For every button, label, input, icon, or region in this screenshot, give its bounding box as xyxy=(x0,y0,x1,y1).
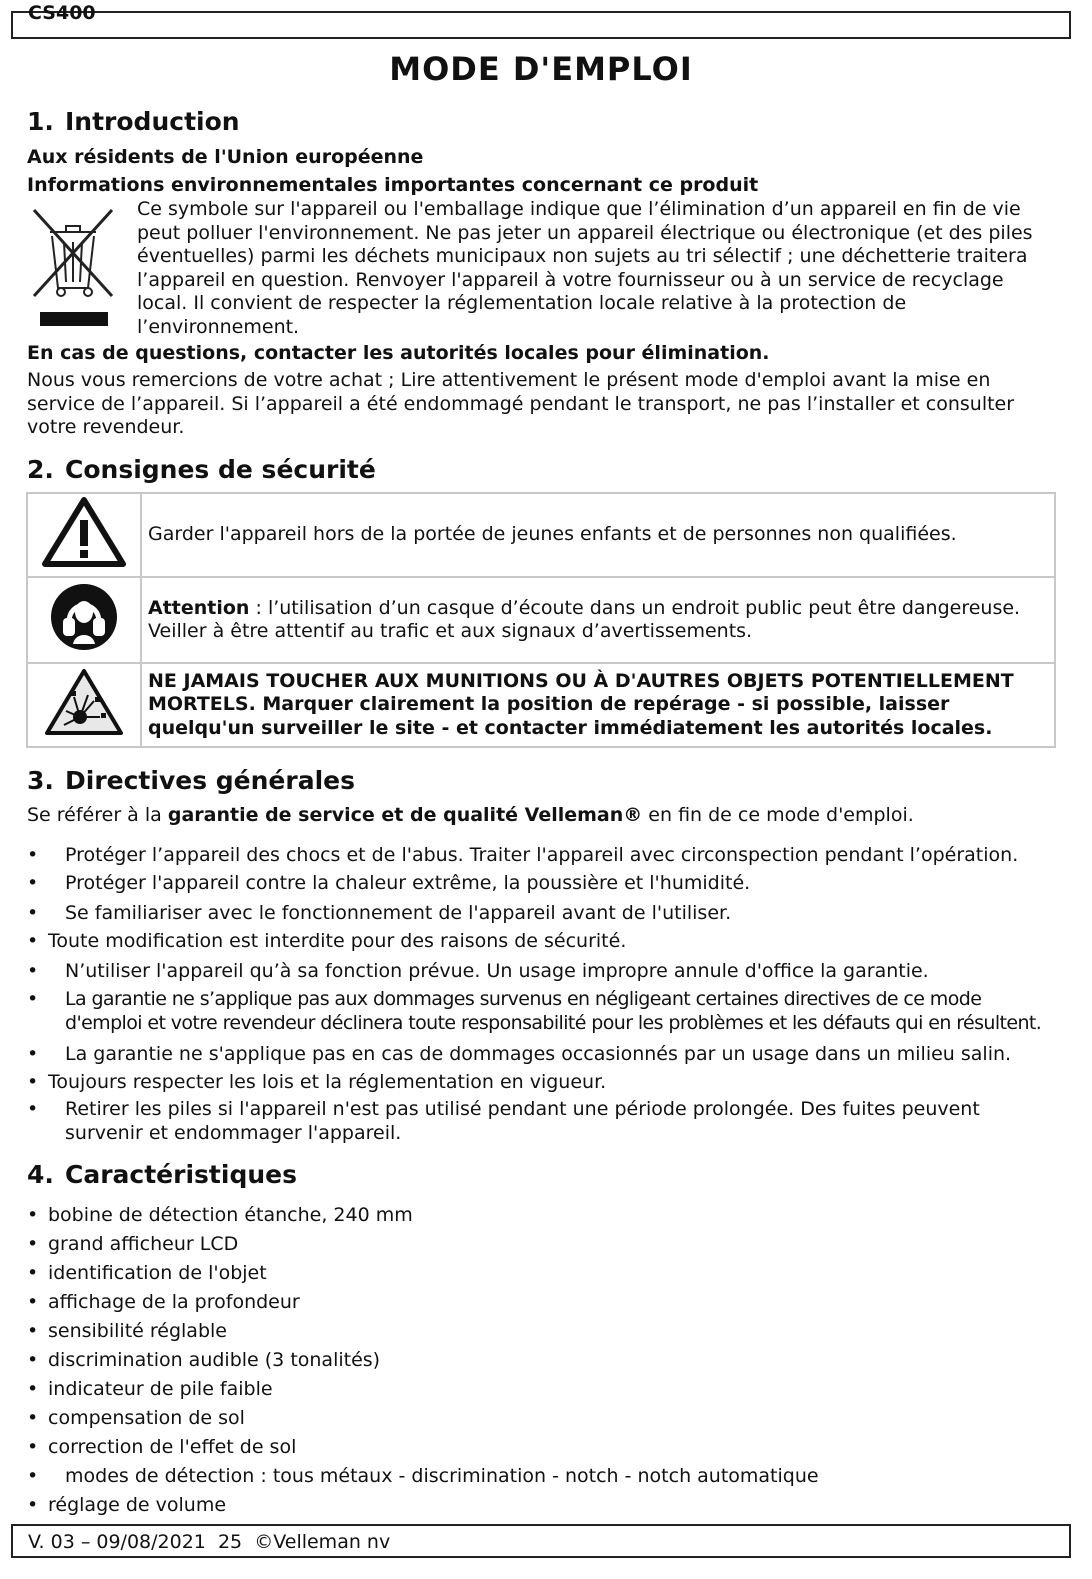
list-item: • bobine de détection étanche, 240 mm xyxy=(27,1204,413,1226)
section-4-heading xyxy=(27,1160,297,1189)
list-item: • correction de l'effet de sol xyxy=(27,1436,297,1458)
safety-text-2 xyxy=(141,577,1055,663)
section-1-title: Introduction xyxy=(65,107,240,136)
section-3-number: 3. xyxy=(27,766,54,795)
list-item: • Toujours respecter les lois et la réglementation en vigueur. xyxy=(27,1071,607,1093)
list-item: • grand afficheur LCD xyxy=(27,1233,239,1255)
weee-description: Ce symbole sur l'appareil ou l'emballage indique que l’élimination d’un appareil en fin de vie peut polluer l'environnement. Ne pas jeter un appareil électrique ou électronique (et des piles éventuelles) parmi les déchets municipaux non sujets au tri sélectif ; une déchetterie traitera l’appareil en question. Renvoyer l'appareil à votre fournisseur ou à un service de recyclage local. Il convient de respecter la réglementation locale relative à la protection de l’environnement. xyxy=(137,198,1033,338)
list-item: • Protéger l'appareil contre la chaleur extrême, la poussière et l'humidité. xyxy=(27,872,751,894)
thanks-paragraph: Nous vous remercions de votre achat ; Lire attentivement le présent mode d'emploi avant la mise en service de l’appareil. Si l’appareil a été endommagé pendant le transport, ne pas l’installer et consulter votre revendeur. xyxy=(27,369,1015,438)
safety-row xyxy=(27,663,1055,747)
safety-icon-cell xyxy=(27,663,141,747)
section-2-number: 2. xyxy=(27,455,54,484)
attention-text: : l’utilisation d’un casque d’écoute dans un endroit public peut être dangereuse. Veiller à être attentif au trafic et aux signaux d’avertissements. xyxy=(148,596,1021,642)
page-title: MODE D'EMPLOI xyxy=(389,50,693,88)
list-item: • Protéger l’appareil des chocs et de l'abus. Traiter l'appareil avec circonspection pendant l’opération. xyxy=(27,844,1019,866)
list-item: • Se familiariser avec le fonctionnement de l'appareil avant de l'utiliser. xyxy=(27,902,732,924)
section-4-number: 4. xyxy=(27,1160,54,1189)
section-4-title: Caractéristiques xyxy=(65,1160,297,1189)
safety-text-3: NE JAMAIS TOUCHER AUX MUNITIONS OU À D'AUTRES OBJETS POTENTIELLEMENT MORTELS. Marquer clairement la position de repérage - si possible, laisser quelqu'un surveiller le site - et contacter immédiatement les autorités locales. xyxy=(141,663,1055,747)
section-2-title: Consignes de sécurité xyxy=(65,455,376,484)
safety-icon-cell xyxy=(27,493,141,577)
eu-residents-heading: Aux résidents de l'Union européenne xyxy=(27,146,424,168)
warranty-ref-pre: Se référer à la xyxy=(27,804,168,826)
warranty-ref-bold: garantie de service et de qualité Velleman® xyxy=(167,804,643,826)
ear-protection-icon xyxy=(49,582,119,652)
list-item: • Retirer les piles si l'appareil n'est pas utilisé pendant une période prolongée. Des fuites peuvent survenir et endommager l'appareil. xyxy=(27,1098,980,1144)
warranty-ref-post: en fin de ce mode d'emploi. xyxy=(642,804,914,826)
env-info-heading: Informations environnementales importantes concernant ce produit xyxy=(27,174,759,196)
safety-row xyxy=(27,577,1055,663)
model-number: CS400 xyxy=(28,2,96,24)
list-item: • identification de l'objet xyxy=(27,1262,267,1284)
list-item: • modes de détection : tous métaux - discrimination - notch - notch automatique xyxy=(27,1465,819,1487)
section-3-heading xyxy=(27,766,355,795)
safety-text-1: Garder l'appareil hors de la portée de jeunes enfants et de personnes non qualifiées. xyxy=(141,493,1055,577)
section-2-heading xyxy=(27,455,376,484)
header-box xyxy=(11,11,1071,39)
safety-icon-cell xyxy=(27,577,141,663)
list-item: • sensibilité réglable xyxy=(27,1320,227,1342)
safety-table xyxy=(26,492,1056,748)
section-3-title: Directives générales xyxy=(65,766,355,795)
general-guidelines-list xyxy=(27,843,1057,1149)
safety-row xyxy=(27,493,1055,577)
warranty-reference xyxy=(27,804,914,828)
list-item: • compensation de sol xyxy=(27,1407,245,1429)
section-1-number: 1. xyxy=(27,107,54,136)
list-item: • La garantie ne s’applique pas aux dommages survenus en négligeant certaines directives de ce mode d'emploi et votre revendeur déclinera toute responsabilité pour les problèmes et les défauts qui en résultent. xyxy=(27,988,1042,1034)
list-item: • N’utiliser l'appareil qu’à sa fonction prévue. Un usage impropre annule d'office la garantie. xyxy=(27,960,929,982)
list-item: • Toute modification est interdite pour des raisons de sécurité. xyxy=(27,930,627,952)
section-1-heading xyxy=(27,107,240,136)
list-item: • affichage de la profondeur xyxy=(27,1291,300,1313)
list-item: • réglage de volume xyxy=(27,1494,227,1516)
warning-triangle-icon xyxy=(41,496,127,568)
footer-text: V. 03 – 09/08/2021 25 ©Velleman nv xyxy=(28,1531,391,1553)
features-list xyxy=(27,1203,1057,1522)
list-item: • La garantie ne s'applique pas en cas de dommages occasionnés par un usage dans un milieu salin. xyxy=(27,1043,1012,1065)
explosive-hazard-icon xyxy=(44,667,124,737)
list-item: • indicateur de pile faible xyxy=(27,1378,273,1400)
questions-contact-text: En cas de questions, contacter les autorités locales pour élimination. xyxy=(27,342,770,364)
list-item: • discrimination audible (3 tonalités) xyxy=(27,1349,381,1371)
attention-label: Attention xyxy=(148,596,250,619)
weee-bin-icon xyxy=(28,202,118,332)
